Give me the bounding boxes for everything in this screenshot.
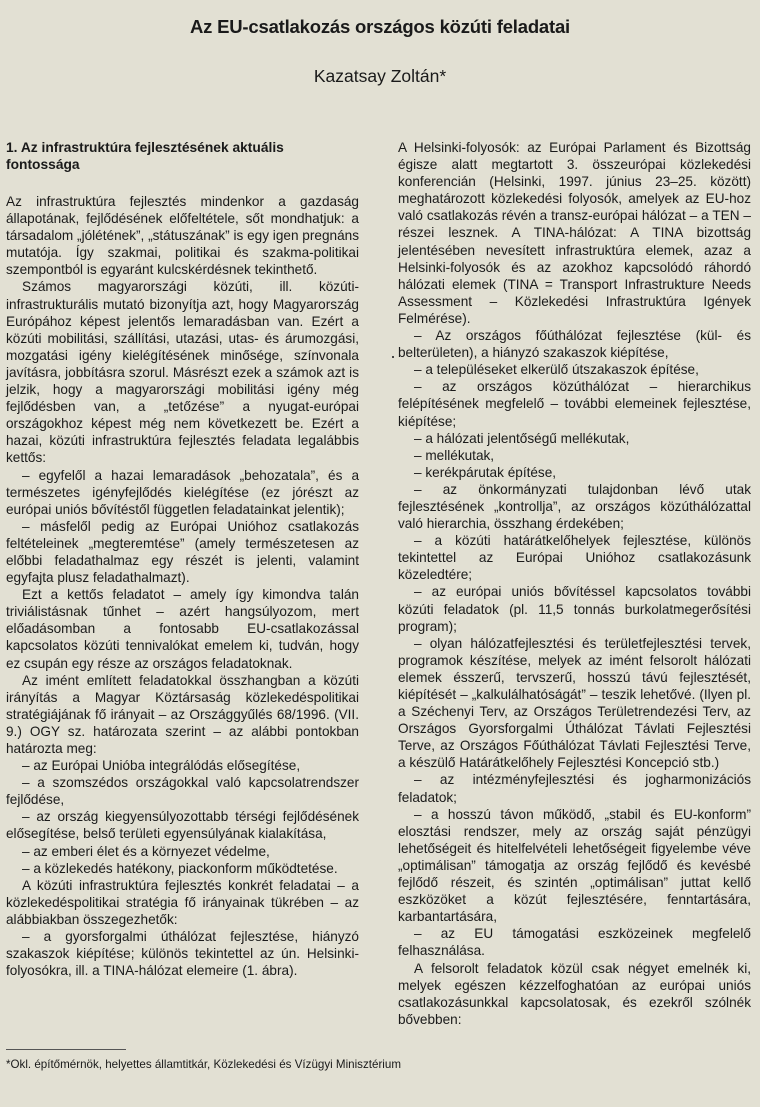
- left-column: [6, 139, 359, 979]
- page-title: Az EU-csatlakozás országos közúti feladatai: [189, 16, 571, 37]
- list-item: – a közlekedés hatékony, piackonform működtetése.: [22, 860, 338, 876]
- list-item: – az országos közúthálózat – hierarchikus felépítésének megfelelő – további elemeinek fejlesztése, kiépítése;: [398, 379, 751, 429]
- paragraph: Az imént említett feladatokkal összhangban a közúti irányítás a Magyar Köztársaság közlekedéspolitikai stratégiájának fő irányait – az Országgyűlés 68/1996. (VII. 9.) OGY sz. határozata szerint – az alábbi pontokban határozta meg:: [6, 672, 359, 756]
- right-column: [398, 139, 751, 1028]
- paragraph: A felsorolt feladatok közül csak négyet emelnék ki, melyek egészen kézzelfoghatóan az európai uniós csatlakozásunkkal kapcsolatosak, és ezekről szólnék bővebben:: [398, 960, 751, 1027]
- paragraph: Az infrastruktúra fejlesztés mindenkor a gazdaság állapotának, fejlődésének előfeltétele, sőt mondhatjuk: a társadalom „jólétének”, „státuszának” is egy igen pregnáns mutatója. Így szakmai, politikai és szakma-politikai szempontból is egyaránt kulcskérdésnek tekinthető.: [6, 194, 359, 278]
- footnote: *Okl. építőmérnök, helyettes államtitkár, Közlekedési és Vízügyi Minisztérium: [6, 1058, 401, 1071]
- paragraph: Számos magyarországi közúti, ill. közúti-infrastrukturális mutató bizonyítja azt, hogy Magyarország Európához képest jelentős lemaradásban van. Ezért a közúti mobilitási, szállítási, utazási, utas- és árumozgási, mozgatási igény kielégítésének minősége, színvonala javításra, jobbításra szorul. Másrészt ezek a számok azt is jelzik, hogy a magyarországi mobilitási igény még fejlődésben van, a „tetőzése” a nyugat-európai országokhoz képest még nem következett be. Ezért a hazai, közúti infrastruktúra fejlesztés feladata legalábbis kettős:: [6, 279, 359, 466]
- list-item: – Az országos főúthálózat fejlesztése (kül- és belterületen), a hiányzó szakaszok kiépítése,: [398, 328, 751, 361]
- section-heading: 1. Az infrastruktúra fejlesztésének aktuális fontossága: [6, 140, 284, 172]
- list-item: – a szomszédos országokkal való kapcsolatrendszer fejlődése,: [6, 775, 359, 808]
- list-item: – kerékpárutak építése,: [414, 464, 557, 480]
- paragraph: A közúti infrastruktúra fejlesztés konkrét feladatai – a közlekedéspolitikai stratégia fő irányainak tükrében – az alábbiakban összegezhetők:: [6, 877, 359, 927]
- paragraph: A Helsinki-folyosók: az Európai Parlament és Bizottság égisze alatt megtartott 3. összeurópai közlekedési konferencián (Helsinki, 1997. június 23–25. között) meghatározott közlekedési folyosók, amelyek az EU-hoz való csatlakozás révén a transz-európai hálózat – a TEN – részei lesznek. A TINA-hálózat: A TINA bizottság jelentésében nevesített infrastruktúra elemek, azaz a Helsinki-folyosók és az azokhoz kapcsolódó ráhordó hálózati elemek (TINA = Transport Infrastrukture Needs Assessment – Közlekedési Infrastruktúra Igények Felmérése).: [398, 140, 751, 326]
- list-item: – az önkormányzati tulajdonban lévő utak fejlesztésének „kontrollja”, az országos közúthálózattal való hierarchia, összhang érdekében;: [398, 481, 751, 532]
- scan-speck: [392, 356, 394, 358]
- list-item: – a hosszú távon működő, „stabil és EU-konform” elosztási rendszer, mely az ország saját pénzügyi lehetőségeit és hitelfelvételi lehetőségeit figyelembe véve „optimálisan” támogatja az ország fejlődő és kevésbé fejlődő részeit, és szintén „optimálisan” juttat kellő eszközöket a közút fejlesztésére, fenntartására, karbantartására,: [398, 806, 751, 925]
- list-item: – az Európai Unióba integrálódás elősegítése,: [22, 758, 301, 774]
- list-item: – az emberi élet és a környezet védelme,: [22, 843, 270, 859]
- list-item: – egyfelől a hazai lemaradások „behozatala”, és a természetes igényfejlődés kielégítése (ez jórészt az európai uniós bővítéstől független feladatainkat jelentik);: [6, 467, 359, 517]
- list-item: – az EU támogatási eszközeinek megfelelő felhasználása.: [398, 926, 751, 959]
- list-item: – a hálózati jelentőségű mellékutak,: [414, 430, 630, 446]
- author-name: Kazatsay Zoltán*: [313, 66, 447, 86]
- footnote-divider: [6, 1049, 126, 1050]
- list-item: – az ország kiegyensúlyozottabb térségi fejlődésének elősegítése, belső területi egyensúlyának kialakítása,: [6, 809, 359, 842]
- list-item: – mellékutak,: [414, 447, 495, 463]
- list-item: – olyan hálózatfejlesztési és területfejlesztési tervek, programok készítése, melyek az imént felsorolt hálózati elemek ésszerű, tervszerű, hosszú távú fejlesztését, kiépítését – „kalkulálhatóságát” – teszik lehetővé. (Ilyen pl. a Széchenyi Terv, az Országos Területrendezési Terv, az Országos Gyorsforgalmi Úthálózat Távlati Fejlesztési Terve, az Országos Főúthálózat Távlati Fejlesztési Terve, a készülő Határátkelőhely Fejlesztési Koncepció stb.): [398, 635, 751, 771]
- list-item: – a településeket elkerülő útszakaszok építése,: [414, 362, 699, 378]
- list-item: – a közúti határátkelőhelyek fejlesztése, különös tekintettel az Európai Unióhoz csatlakozásunk közeledtére;: [398, 533, 751, 583]
- list-item: – az intézményfejlesztési és jogharmonizációs feladatok;: [398, 772, 751, 805]
- list-item: – másfelől pedig az Európai Unióhoz csatlakozás feltételeinek „megteremtése” (amely természetesen az előbbi feladathalmaz egy részét is jelenti, valamint egyfajta plusz feladathalmazt).: [6, 518, 359, 586]
- paragraph: Ezt a kettős feladatot – amely így kimondva talán triviálistásnak tűnhet – azért hangsúlyozom, mert előadásomban a fontosabb EU-csatlakozással kapcsolatos közúti tennivalókat emelem ki, tudván, hogy ez csupán egy része az országos feladatoknak.: [6, 587, 359, 671]
- list-item: – az európai uniós bővítéssel kapcsolatos további közúti feladatok (pl. 11,5 tonnás burkolatmegerősítési program);: [398, 584, 751, 634]
- list-item: – a gyorsforgalmi úthálózat fejlesztése, hiányzó szakaszok kiépítése; különös tekintettel az ún. Helsinki-folyosókra, ill. a TINA-hálózat elemeire (1. ábra).: [6, 929, 359, 979]
